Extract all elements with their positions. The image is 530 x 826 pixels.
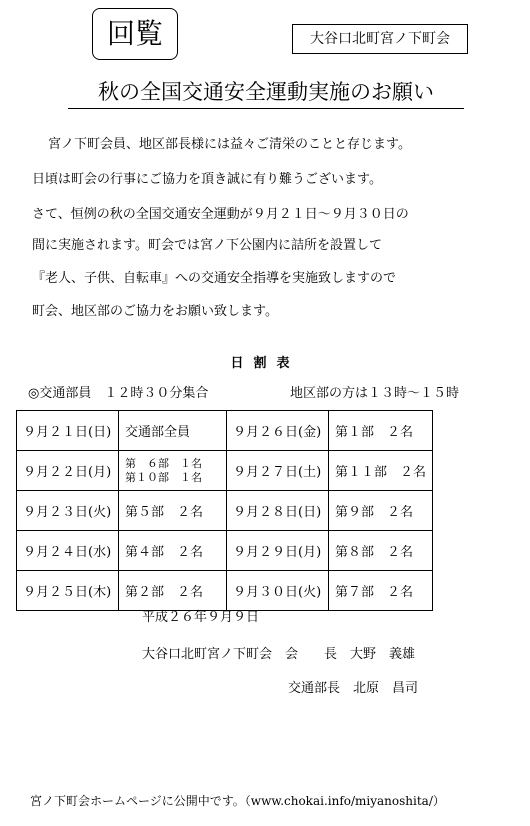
department-cell: 第８部 ２名 [329,531,433,571]
date-cell: ９月２５日(木) [17,571,119,611]
date-cell: ９月２７日(土) [227,451,329,491]
body-paragraph-line: 宮ノ下町会員、地区部長様には益々ご清栄のことと存じます。 [48,137,411,152]
table-row [17,571,433,611]
table-row [17,491,433,531]
date-cell: ９月２２日(月) [17,451,119,491]
table-row [17,531,433,571]
table-row [17,451,433,491]
body-paragraph-line: 『老人、子供、自転車』への交通安全指導を実施致しますので [32,271,397,286]
signer-traffic-head: 交通部長 北原 昌司 [288,681,419,696]
department-cell: 第１１部 ２名 [329,451,433,491]
body-paragraph-line: 間に実施されます。町会では宮ノ下公園内に詰所を設置して [32,238,382,253]
department-cell: 第４部 ２名 [119,531,227,571]
issue-date: 平成２６年９月９日 [142,610,260,625]
body-paragraph-line: 町会、地区部のご協力をお願い致します。 [32,304,278,319]
date-cell: ９月２４日(水) [17,531,119,571]
department-cell: 第９部 ２名 [329,491,433,531]
date-cell: ９月２６日(金) [227,411,329,451]
department-cell: 交通部全員 [119,411,227,451]
schedule-table [16,410,433,611]
signer-chairman: 大谷口北町宮ノ下町会 会 長 大野 義雄 [142,647,416,662]
body-paragraph-line: さて、恒例の秋の全国交通安全運動が９月２１日～９月３０日の [32,207,409,222]
department-cell: 第２部 ２名 [119,571,227,611]
department-line: 第１０部 １名 [125,470,202,484]
table-row [17,411,433,451]
date-cell: ９月２８日(日) [227,491,329,531]
document-title: 秋の全国交通安全運動実施のお願い [68,78,464,109]
department-cell: 第７部 ２名 [329,571,433,611]
schedule-note-right: 地区部の方は１３時～１５時 [290,386,460,401]
date-cell: ９月３０日(火) [227,571,329,611]
schedule-title: 日割表 [230,356,300,371]
homepage-note: 宮ノ下町会ホームページに公開中です。（www.chokai.info/miyanoshita/） [30,794,445,808]
organization-box: 大谷口北町宮ノ下町会 [292,24,468,54]
department-cell [119,451,227,491]
department-cell: 第５部 ２名 [119,491,227,531]
circulation-stamp: 回覧 [92,8,178,60]
date-cell: ９月２９日(月) [227,531,329,571]
department-line: 第 ６部 １名 [125,456,202,470]
date-cell: ９月２１日(日) [17,411,119,451]
schedule-note-left: ◎交通部員 １２時３０分集合 [28,386,209,401]
department-cell: 第１部 ２名 [329,411,433,451]
date-cell: ９月２３日(火) [17,491,119,531]
body-paragraph-line: 日頃は町会の行事にご協力を頂き誠に有り難うございます。 [32,172,382,187]
